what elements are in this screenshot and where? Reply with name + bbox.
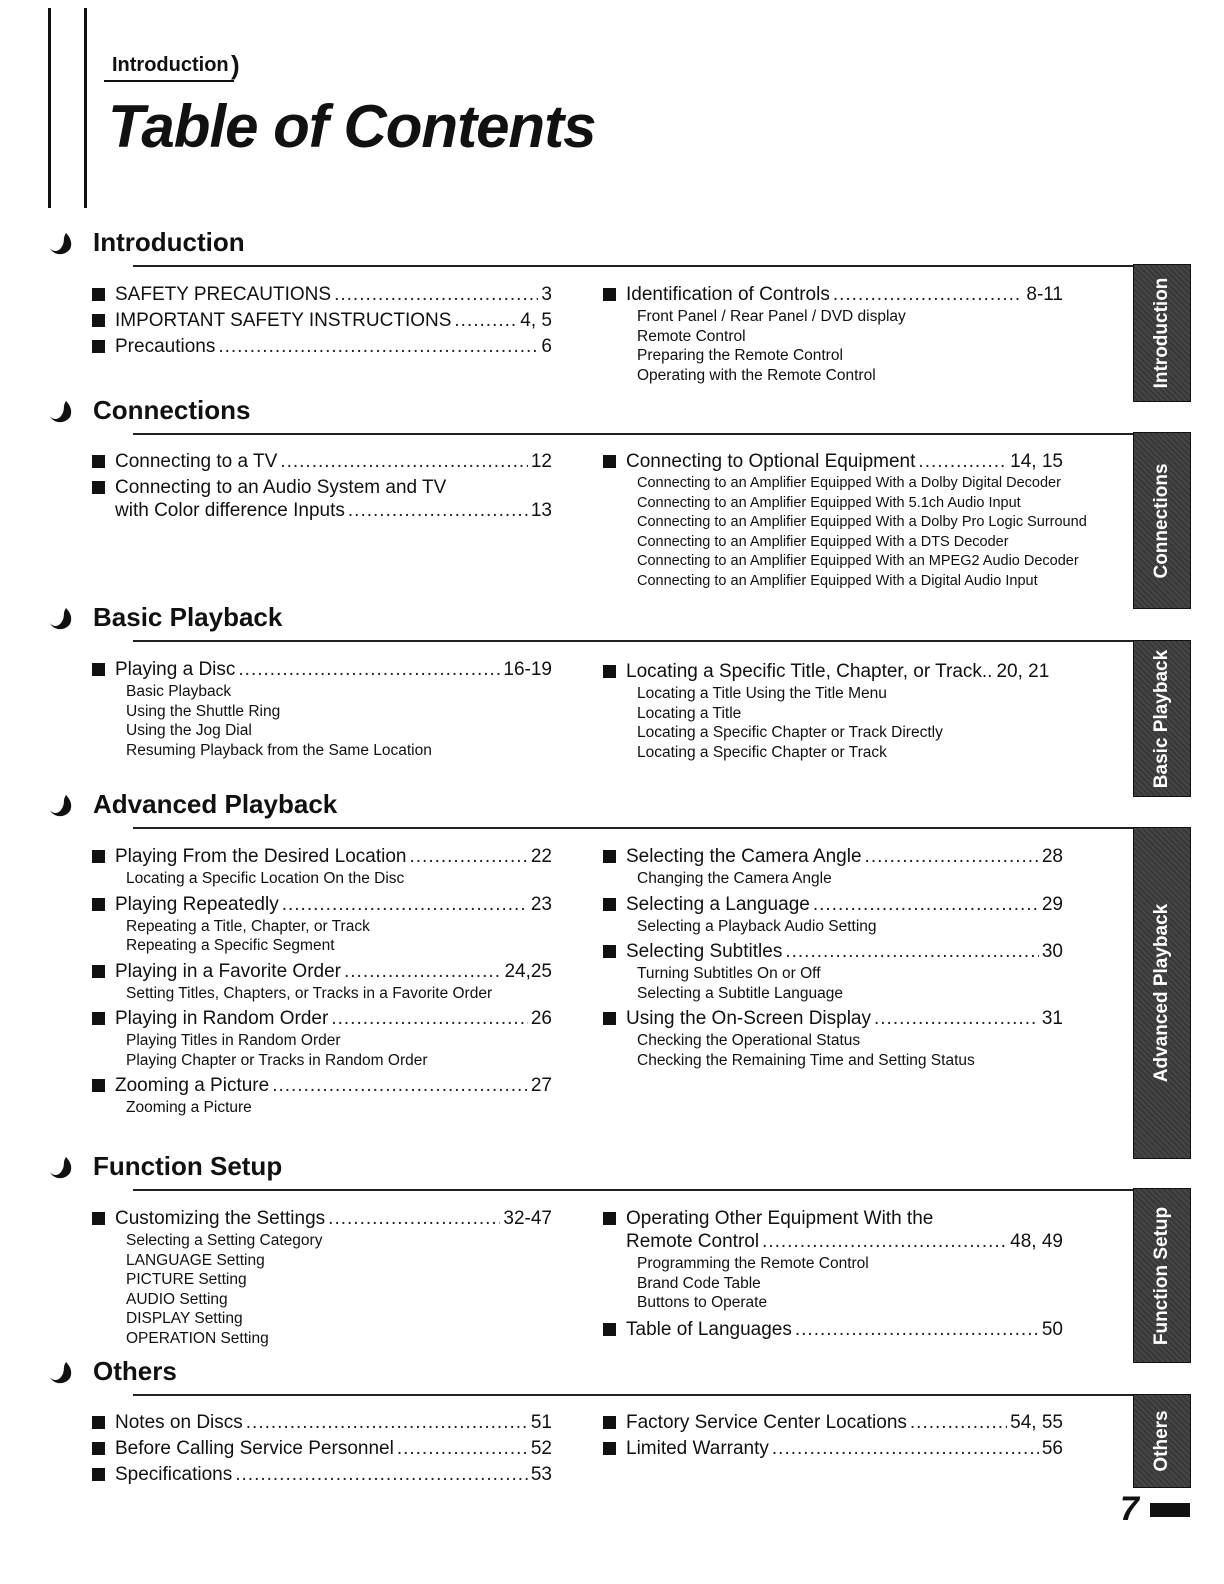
sub-entry: Locating a Title xyxy=(637,704,742,722)
toc-column-left xyxy=(92,283,552,358)
dot-leader xyxy=(813,893,1039,916)
sub-entry: Front Panel / Rear Panel / DVD display xyxy=(637,308,906,325)
section-rule xyxy=(133,827,1148,829)
entry-label: Locating a Specific Title, Chapter, or Track.. xyxy=(626,661,993,682)
toc-column-left xyxy=(92,1411,552,1486)
sub-entries xyxy=(603,869,1063,889)
entry-page: 4, 5 xyxy=(520,310,552,331)
sub-entry: Setting Titles, Chapters, or Tracks in a Favorite Order xyxy=(126,984,493,1002)
tab-label: Introduction xyxy=(1151,277,1172,389)
toc-entry[interactable] xyxy=(92,1074,552,1118)
sub-entry: Selecting a Subtitle Language xyxy=(637,984,843,1002)
dot-leader xyxy=(865,845,1039,868)
entry-label: Customizing the Settings xyxy=(115,1208,326,1229)
entry-label: Playing in a Favorite Order xyxy=(115,960,341,982)
breadcrumb-underline xyxy=(104,80,234,82)
entry-label: Connecting to Optional Equipment xyxy=(626,451,916,472)
section-bullet-icon xyxy=(48,1360,74,1386)
tab-label: Others xyxy=(1151,1410,1172,1472)
square-bullet-icon xyxy=(92,455,105,468)
dot-leader xyxy=(331,1007,528,1030)
dot-leader xyxy=(397,1437,528,1460)
section-rule xyxy=(133,265,1148,267)
sub-entry: Locating a Title Using the Title Menu xyxy=(637,685,887,702)
toc-entry[interactable] xyxy=(92,1007,552,1070)
entry-label: Playing From the Desired Location xyxy=(115,846,407,867)
entry-page: 32-47 xyxy=(503,1208,552,1229)
entry-page: 23 xyxy=(530,893,552,915)
entry-page: 12 xyxy=(530,451,552,472)
breadcrumb: Introduction xyxy=(112,54,229,76)
toc-entry[interactable] xyxy=(92,476,552,522)
toc-entry[interactable] xyxy=(92,1411,552,1434)
sub-entry: Locating a Specific Location On the Disc xyxy=(126,870,405,887)
sub-entries xyxy=(92,1031,552,1070)
square-bullet-icon xyxy=(603,850,616,863)
dot-leader xyxy=(409,845,527,868)
section-bullet-icon xyxy=(48,231,74,257)
toc-column-left xyxy=(92,658,552,760)
sub-entry: Zooming a Picture xyxy=(126,1099,252,1116)
toc-column-right xyxy=(603,1207,1063,1341)
toc-entry[interactable] xyxy=(92,450,552,473)
entry-page: 22 xyxy=(530,846,552,867)
sub-entry: Connecting to an Amplifier Equipped With a Dolby Pro Logic Surround xyxy=(637,514,1087,530)
square-bullet-icon xyxy=(603,1416,616,1429)
margin-bar xyxy=(84,8,87,208)
square-bullet-icon xyxy=(603,288,616,301)
sub-entry: Connecting to an Amplifier Equipped With 5.1ch Audio Input xyxy=(637,494,1021,511)
toc-entry[interactable] xyxy=(603,893,1063,937)
entry-label: Connecting to an Audio System and TV xyxy=(115,477,447,498)
square-bullet-icon xyxy=(92,1012,105,1025)
entry-page: 50 xyxy=(1041,1318,1063,1340)
sub-entries xyxy=(603,307,1063,385)
sub-entry: Connecting to an Amplifier Equipped With a Digital Audio Input xyxy=(637,572,1038,589)
dot-leader xyxy=(454,309,517,332)
square-bullet-icon xyxy=(92,965,105,978)
entry-label: SAFETY PRECAUTIONS xyxy=(115,284,332,305)
square-bullet-icon xyxy=(603,1012,616,1025)
toc-entry[interactable] xyxy=(92,335,552,358)
sub-entries xyxy=(603,1031,1063,1070)
entry-label: Connecting to a TV xyxy=(115,451,278,472)
dot-leader xyxy=(348,499,528,522)
section-rule xyxy=(133,1394,1148,1396)
tab-label: Advanced Playback xyxy=(1151,903,1172,1083)
sub-entry: Resuming Playback from the Same Location xyxy=(126,741,432,759)
section-title: Connections xyxy=(93,395,251,425)
page-title: Table of Contents xyxy=(108,93,596,160)
margin-bar xyxy=(48,8,51,208)
section-title: Introduction xyxy=(93,227,245,257)
sub-entry: Turning Subtitles On or Off xyxy=(637,965,821,982)
section-rule xyxy=(133,433,1148,435)
tab-basic-playback[interactable] xyxy=(1133,640,1191,797)
dot-leader xyxy=(328,1207,500,1230)
dot-leader xyxy=(344,960,501,983)
square-bullet-icon xyxy=(92,663,105,676)
square-bullet-icon xyxy=(92,850,105,863)
dot-leader xyxy=(785,940,1039,963)
toc-entry[interactable] xyxy=(603,1207,1063,1313)
sub-entries xyxy=(603,964,1063,1003)
toc-entry[interactable] xyxy=(603,1411,1063,1434)
entry-label-continued: with Color difference Inputs xyxy=(115,500,345,521)
square-bullet-icon xyxy=(92,1468,105,1481)
sub-entries xyxy=(603,474,1087,591)
square-bullet-icon xyxy=(603,945,616,958)
section-title: Others xyxy=(93,1356,177,1386)
toc-entry[interactable] xyxy=(603,1437,1063,1460)
entry-label: Operating Other Equipment With the xyxy=(626,1208,934,1229)
sub-entry: Using the Shuttle Ring xyxy=(126,702,281,720)
sub-entry: Connecting to an Amplifier Equipped With a Dolby Digital Decoder xyxy=(637,475,1061,491)
entry-page: 56 xyxy=(1041,1438,1063,1459)
entry-label: Table of Languages xyxy=(626,1318,792,1340)
section-bullet-icon xyxy=(48,606,74,632)
entry-page: 27 xyxy=(530,1075,552,1096)
sub-entry: Using the Jog Dial xyxy=(126,722,252,739)
sub-entry: Repeating a Title, Chapter, or Track xyxy=(126,917,370,935)
entry-label: Using the On-Screen Display xyxy=(626,1008,871,1029)
entry-page: 30 xyxy=(1041,941,1063,962)
sub-entry: AUDIO Setting xyxy=(126,1290,228,1308)
sub-entries xyxy=(92,1231,552,1348)
sub-entry: Connecting to an Amplifier Equipped With an MPEG2 Audio Decoder xyxy=(637,553,1079,569)
dot-leader xyxy=(795,1318,1039,1341)
sub-entry: Locating a Specific Chapter or Track Directly xyxy=(637,724,943,741)
entry-page: 31 xyxy=(1041,1008,1063,1029)
toc-column-left xyxy=(92,1207,552,1348)
sub-entries xyxy=(603,917,1063,937)
square-bullet-icon xyxy=(603,1442,616,1455)
entry-label: Playing Repeatedly xyxy=(115,893,279,915)
entry-page: 13 xyxy=(530,500,552,521)
entry-label: Identification of Controls xyxy=(626,284,830,305)
entry-page: 52 xyxy=(530,1438,552,1459)
entry-page: 6 xyxy=(541,336,552,357)
tab-label: Function Setup xyxy=(1151,1206,1172,1345)
page-number: 7 xyxy=(1120,1490,1139,1528)
section-advanced-header xyxy=(48,789,1148,829)
section-basic-header xyxy=(48,602,1148,642)
entry-label: Zooming a Picture xyxy=(115,1075,270,1096)
dot-leader xyxy=(272,1074,528,1097)
sub-entries xyxy=(603,684,1063,762)
entry-page: 3 xyxy=(541,284,552,305)
toc-column-right xyxy=(603,845,1063,1070)
dot-leader xyxy=(762,1230,1007,1253)
square-bullet-icon xyxy=(92,288,105,301)
section-function-header xyxy=(48,1151,1148,1191)
entry-label: Factory Service Center Locations xyxy=(626,1412,907,1433)
dot-leader xyxy=(282,893,528,916)
sub-entries xyxy=(92,917,552,956)
sub-entries xyxy=(92,984,552,1004)
sub-entry: OPERATION Setting xyxy=(126,1329,269,1347)
entry-page: 24,25 xyxy=(504,960,552,982)
dot-leader xyxy=(280,450,528,473)
entry-page: 16-19 xyxy=(503,659,552,680)
sub-entry: LANGUAGE Setting xyxy=(126,1251,265,1269)
toc-entry[interactable] xyxy=(92,658,552,760)
sub-entry: Playing Chapter or Tracks in Random Order xyxy=(126,1051,428,1069)
breadcrumb-paren: ) xyxy=(231,50,240,80)
toc-entry[interactable] xyxy=(92,309,552,332)
square-bullet-icon xyxy=(92,898,105,911)
square-bullet-icon xyxy=(92,1442,105,1455)
sub-entry: Remote Control xyxy=(637,327,746,345)
square-bullet-icon xyxy=(92,1416,105,1429)
square-bullet-icon xyxy=(603,665,616,678)
entry-label: Selecting a Language xyxy=(626,893,810,915)
entry-page: 53 xyxy=(530,1464,552,1485)
entry-page: 29 xyxy=(1041,893,1063,915)
sub-entries xyxy=(92,869,552,889)
entry-page: 48, 49 xyxy=(1010,1231,1063,1252)
sub-entry: Buttons to Operate xyxy=(637,1294,768,1311)
toc-entry[interactable] xyxy=(92,845,552,889)
sub-entries xyxy=(92,682,552,760)
entry-page: 20, 21 xyxy=(996,661,1050,682)
entry-page: 14, 15 xyxy=(1010,451,1063,472)
toc-column-right xyxy=(603,1411,1063,1460)
sub-entry: Programming the Remote Control xyxy=(637,1255,869,1272)
square-bullet-icon xyxy=(603,1212,616,1225)
section-title: Function Setup xyxy=(93,1151,283,1181)
section-rule xyxy=(133,1189,1148,1191)
sub-entry: Playing Titles in Random Order xyxy=(126,1032,341,1049)
toc-entry[interactable] xyxy=(603,845,1063,889)
square-bullet-icon xyxy=(92,314,105,327)
toc-column-left xyxy=(92,450,552,522)
dot-leader xyxy=(246,1411,528,1434)
sub-entry: Changing the Camera Angle xyxy=(637,870,832,887)
toc-entry[interactable] xyxy=(603,940,1063,1003)
tab-introduction[interactable] xyxy=(1133,264,1191,402)
entry-page: 28 xyxy=(1041,846,1063,867)
entry-page: 54, 55 xyxy=(1010,1412,1063,1433)
toc-column-right xyxy=(603,660,1063,762)
toc-column-left xyxy=(92,845,552,1118)
square-bullet-icon xyxy=(603,1323,616,1336)
entry-label: Selecting the Camera Angle xyxy=(626,846,862,867)
dot-leader xyxy=(874,1007,1039,1030)
tab-advanced-playback[interactable] xyxy=(1133,827,1191,1159)
toc-entry[interactable] xyxy=(92,283,552,306)
entry-label: Playing a Disc xyxy=(115,659,236,680)
entry-label: Notes on Discs xyxy=(115,1412,243,1433)
section-others-header xyxy=(48,1356,1148,1396)
tab-others[interactable] xyxy=(1133,1394,1191,1488)
tab-function-setup[interactable] xyxy=(1133,1188,1191,1363)
dot-leader xyxy=(833,283,1024,306)
dot-leader xyxy=(218,335,538,358)
sub-entry: DISPLAY Setting xyxy=(126,1310,243,1327)
square-bullet-icon xyxy=(603,898,616,911)
section-connections-header xyxy=(48,395,1148,435)
entry-page: 8-11 xyxy=(1026,284,1063,305)
dot-leader xyxy=(238,658,500,681)
entry-label: Specifications xyxy=(115,1464,233,1485)
sub-entry: Locating a Specific Chapter or Track xyxy=(637,743,887,761)
section-title: Basic Playback xyxy=(93,602,283,632)
toc-entry[interactable] xyxy=(603,283,1063,385)
entry-label: Before Calling Service Personnel xyxy=(115,1438,394,1459)
square-bullet-icon xyxy=(92,1212,105,1225)
sub-entries xyxy=(603,1254,1063,1313)
entry-label-continued: Remote Control xyxy=(626,1231,760,1252)
toc-entry[interactable] xyxy=(92,960,552,1004)
section-rule xyxy=(133,640,1148,642)
toc-entry[interactable] xyxy=(92,1463,552,1486)
sub-entry: Preparing the Remote Control xyxy=(637,347,843,364)
tab-label: Connections xyxy=(1151,462,1172,579)
section-bullet-icon xyxy=(48,793,74,819)
section-introduction-header xyxy=(48,227,1148,267)
dot-leader xyxy=(910,1411,1007,1434)
dot-leader xyxy=(235,1463,528,1486)
sub-entry: Checking the Remaining Time and Setting Status xyxy=(637,1051,975,1069)
tab-connections[interactable] xyxy=(1133,432,1191,609)
section-title: Advanced Playback xyxy=(93,789,338,819)
toc-entry[interactable] xyxy=(603,450,1087,591)
toc-column-right xyxy=(603,450,1087,591)
dot-leader xyxy=(334,283,538,306)
tab-label: Basic Playback xyxy=(1151,649,1172,788)
sub-entry: Repeating a Specific Segment xyxy=(126,937,335,954)
square-bullet-icon xyxy=(603,455,616,468)
entry-label: Playing in Random Order xyxy=(115,1008,329,1029)
entry-page: 51 xyxy=(530,1412,552,1433)
sub-entry: Checking the Operational Status xyxy=(637,1032,861,1049)
entry-label: Precautions xyxy=(115,336,216,357)
toc-entry[interactable] xyxy=(92,893,552,956)
toc-column-right xyxy=(603,283,1063,385)
sub-entry: Selecting a Setting Category xyxy=(126,1232,323,1249)
entry-label: Selecting Subtitles xyxy=(626,941,783,962)
sub-entry: Basic Playback xyxy=(126,683,232,700)
section-bullet-icon xyxy=(48,1155,74,1181)
sub-entries xyxy=(92,1098,552,1118)
toc-entry[interactable] xyxy=(92,1207,552,1348)
entry-label: Limited Warranty xyxy=(626,1438,769,1459)
page-number-bar xyxy=(1150,1503,1190,1517)
sub-entry: Operating with the Remote Control xyxy=(637,366,876,384)
dot-leader xyxy=(918,450,1007,473)
square-bullet-icon xyxy=(92,340,105,353)
sub-entry: Selecting a Playback Audio Setting xyxy=(637,917,877,935)
toc-entry[interactable] xyxy=(92,1437,552,1460)
square-bullet-icon xyxy=(92,481,105,494)
sub-entry: Brand Code Table xyxy=(637,1274,761,1292)
entry-page: 26 xyxy=(530,1008,552,1029)
sub-entry: PICTURE Setting xyxy=(126,1271,247,1288)
toc-entry[interactable] xyxy=(603,1318,1063,1341)
sub-entry: Connecting to an Amplifier Equipped With a DTS Decoder xyxy=(637,533,1009,550)
entry-label: IMPORTANT SAFETY INSTRUCTIONS xyxy=(115,310,452,331)
dot-leader xyxy=(772,1437,1039,1460)
toc-entry[interactable] xyxy=(603,660,1063,762)
square-bullet-icon xyxy=(92,1079,105,1092)
toc-entry[interactable] xyxy=(603,1007,1063,1070)
section-bullet-icon xyxy=(48,399,74,425)
